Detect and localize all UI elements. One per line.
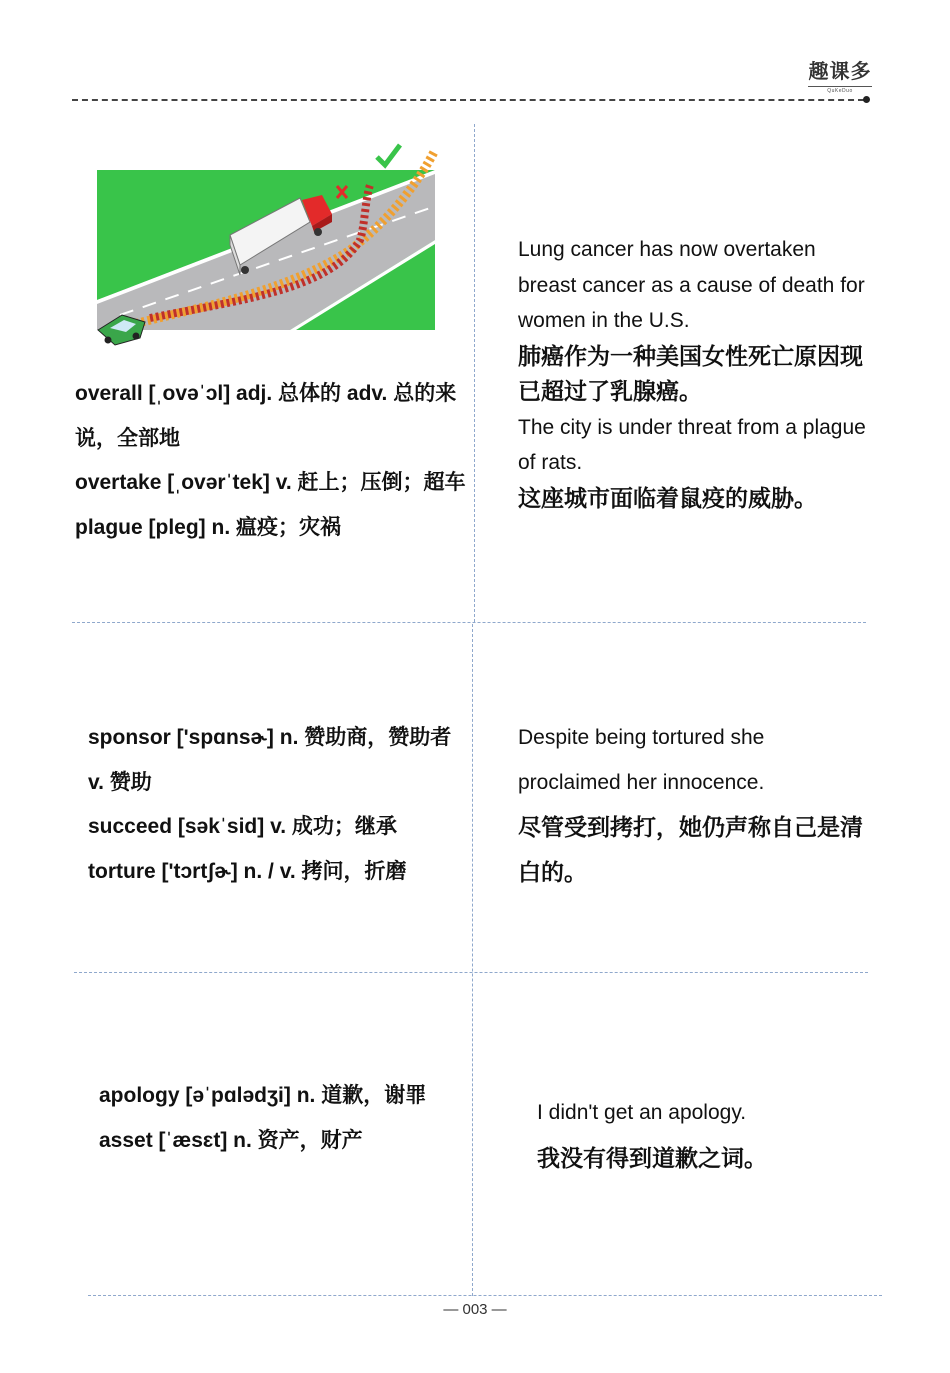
vocab-list-2 bbox=[88, 716, 463, 894]
brand-name: 趣课多 bbox=[808, 61, 872, 83]
vocab-entry: plague [pleg] n. 瘟疫；灾祸 bbox=[75, 515, 341, 539]
vocab-list-1 bbox=[75, 372, 467, 550]
example-english: I didn't get an apology. bbox=[537, 1101, 747, 1124]
example-chinese: 尽管受到拷打，她仍声称自己是清白的。 bbox=[518, 814, 863, 885]
vocab-entry: overtake [ˌovərˈtek] v. 赶上；压倒；超车 bbox=[75, 471, 466, 494]
vocab-list-3 bbox=[99, 1074, 464, 1163]
example-chinese: 我没有得到道歉之词。 bbox=[537, 1144, 767, 1171]
check-icon bbox=[377, 145, 400, 165]
brand-logo bbox=[808, 60, 872, 94]
example-english: The city is under threat from a plague of rats. bbox=[518, 415, 866, 474]
grid-horizontal-line-2 bbox=[74, 972, 868, 973]
vocab-entry: overall [ˌovəˈɔl] adj. 总体的 adv. 总的来说，全部地 bbox=[75, 382, 457, 450]
page-number: — 003 — bbox=[443, 1301, 507, 1318]
grid-vertical-line-1 bbox=[474, 124, 475, 622]
example-english: Despite being tortured she proclaimed her innocence. bbox=[518, 726, 765, 794]
vocab-entry: succeed [səkˈsid] v. 成功；继承 bbox=[88, 815, 397, 838]
example-english: Lung cancer has now overtaken breast cancer as a cause of death for women in the U.S. bbox=[518, 238, 865, 332]
vocab-entry: asset [ˈæsɛt] n. 资产，财产 bbox=[99, 1128, 363, 1152]
overtaking-illustration bbox=[90, 140, 450, 355]
example-chinese: 肺癌作为一种美国女性死亡原因现已超过了乳腺癌。 bbox=[518, 342, 863, 404]
example-list-1 bbox=[518, 232, 868, 516]
grid-horizontal-line-3 bbox=[88, 1295, 882, 1296]
grid-vertical-line-2 bbox=[472, 624, 473, 1296]
example-chinese: 这座城市面临着鼠疫的威胁。 bbox=[518, 484, 817, 511]
vocab-entry: apology [əˈpɑlədʒi] n. 道歉，谢罪 bbox=[99, 1084, 427, 1107]
header-divider-dot bbox=[863, 96, 870, 103]
brand-subtitle: QuKeDuo bbox=[808, 86, 872, 94]
example-list-3 bbox=[537, 1091, 867, 1180]
header-divider bbox=[72, 99, 864, 101]
vocab-entry: torture ['tɔrtʃɚ] n. / v. 拷问，折磨 bbox=[88, 859, 407, 883]
example-list-2 bbox=[518, 716, 870, 894]
vocab-entry: sponsor ['spɑnsɚ] n. 赞助商，赞助者 v. 赞助 bbox=[88, 726, 452, 794]
grid-horizontal-line-1 bbox=[72, 622, 866, 623]
